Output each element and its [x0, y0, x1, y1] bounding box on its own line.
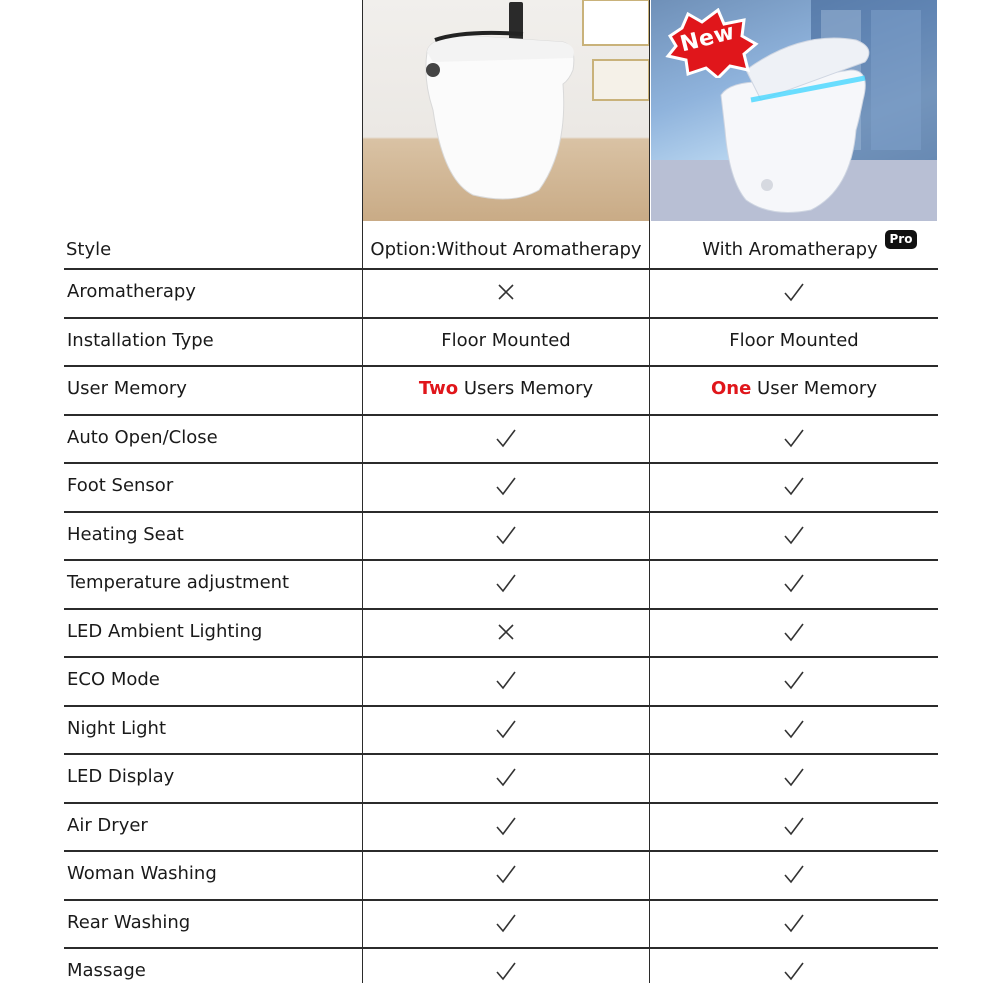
option-with-aromatherapy-header: With Aromatherapy	[702, 239, 878, 260]
check-icon	[651, 571, 937, 595]
row-label: User Memory	[67, 378, 187, 399]
row-divider	[64, 753, 938, 755]
row-divider	[64, 462, 938, 464]
row-divider	[64, 802, 938, 804]
row-label: Aromatherapy	[67, 281, 196, 302]
check-icon	[363, 523, 649, 547]
row-divider	[64, 365, 938, 367]
product-photo-without-aromatherapy	[363, 0, 649, 221]
cell-user-memory	[363, 377, 649, 401]
row-label: Rear Washing	[67, 912, 191, 933]
row-divider	[64, 899, 938, 901]
column-divider-right	[649, 0, 650, 983]
cell-text: Floor Mounted	[441, 330, 571, 351]
cross-icon	[363, 620, 649, 644]
check-icon	[363, 959, 649, 983]
row-divider	[64, 608, 938, 610]
new-badge	[660, 8, 760, 82]
cross-icon	[363, 280, 649, 304]
check-icon	[651, 911, 937, 935]
check-icon	[363, 862, 649, 886]
row-label: Temperature adjustment	[67, 572, 290, 593]
check-icon	[651, 668, 937, 692]
row-label: ECO Mode	[67, 669, 160, 690]
row-label: LED Ambient Lighting	[67, 621, 263, 642]
check-icon	[651, 765, 937, 789]
row-label: LED Display	[67, 766, 175, 787]
row-label: Foot Sensor	[67, 475, 174, 496]
row-label: Installation Type	[67, 330, 214, 351]
check-icon	[651, 862, 937, 886]
user-count-highlight: One	[710, 378, 752, 399]
check-icon	[363, 911, 649, 935]
cell-text: Floor Mounted	[729, 330, 859, 351]
row-divider	[64, 947, 938, 949]
row-label: Air Dryer	[67, 815, 148, 836]
check-icon	[651, 474, 937, 498]
option-without-aromatherapy-header: Option:Without Aromatherapy	[370, 239, 642, 260]
row-divider	[64, 559, 938, 561]
row-divider	[64, 317, 938, 319]
row-label: Heating Seat	[67, 524, 184, 545]
check-icon	[651, 717, 937, 741]
check-icon	[651, 814, 937, 838]
check-icon	[363, 426, 649, 450]
check-icon	[651, 620, 937, 644]
check-icon	[363, 474, 649, 498]
cell-user-memory	[651, 377, 937, 401]
user-memory-text: Users Memory	[458, 378, 594, 399]
row-label: Auto Open/Close	[67, 427, 218, 448]
pro-badge: Pro	[885, 230, 917, 249]
row-divider	[64, 850, 938, 852]
row-divider	[64, 414, 938, 416]
style-header: Style	[66, 239, 112, 260]
check-icon	[363, 571, 649, 595]
check-icon	[363, 668, 649, 692]
row-divider	[64, 656, 938, 658]
check-icon	[363, 765, 649, 789]
row-label: Woman Washing	[67, 863, 217, 884]
check-icon	[651, 426, 937, 450]
check-icon	[651, 959, 937, 983]
row-label: Night Light	[67, 718, 166, 739]
row-divider	[64, 705, 938, 707]
row-divider	[64, 511, 938, 513]
row-divider	[64, 268, 938, 270]
check-icon	[651, 523, 937, 547]
new-badge-label: New	[677, 19, 738, 58]
user-count-highlight: Two	[418, 378, 459, 399]
row-label: Massage	[67, 960, 146, 981]
check-icon	[363, 814, 649, 838]
toilet-illustration-1	[363, 0, 649, 221]
check-icon	[651, 280, 937, 304]
user-memory-text: User Memory	[751, 378, 877, 399]
check-icon	[363, 717, 649, 741]
